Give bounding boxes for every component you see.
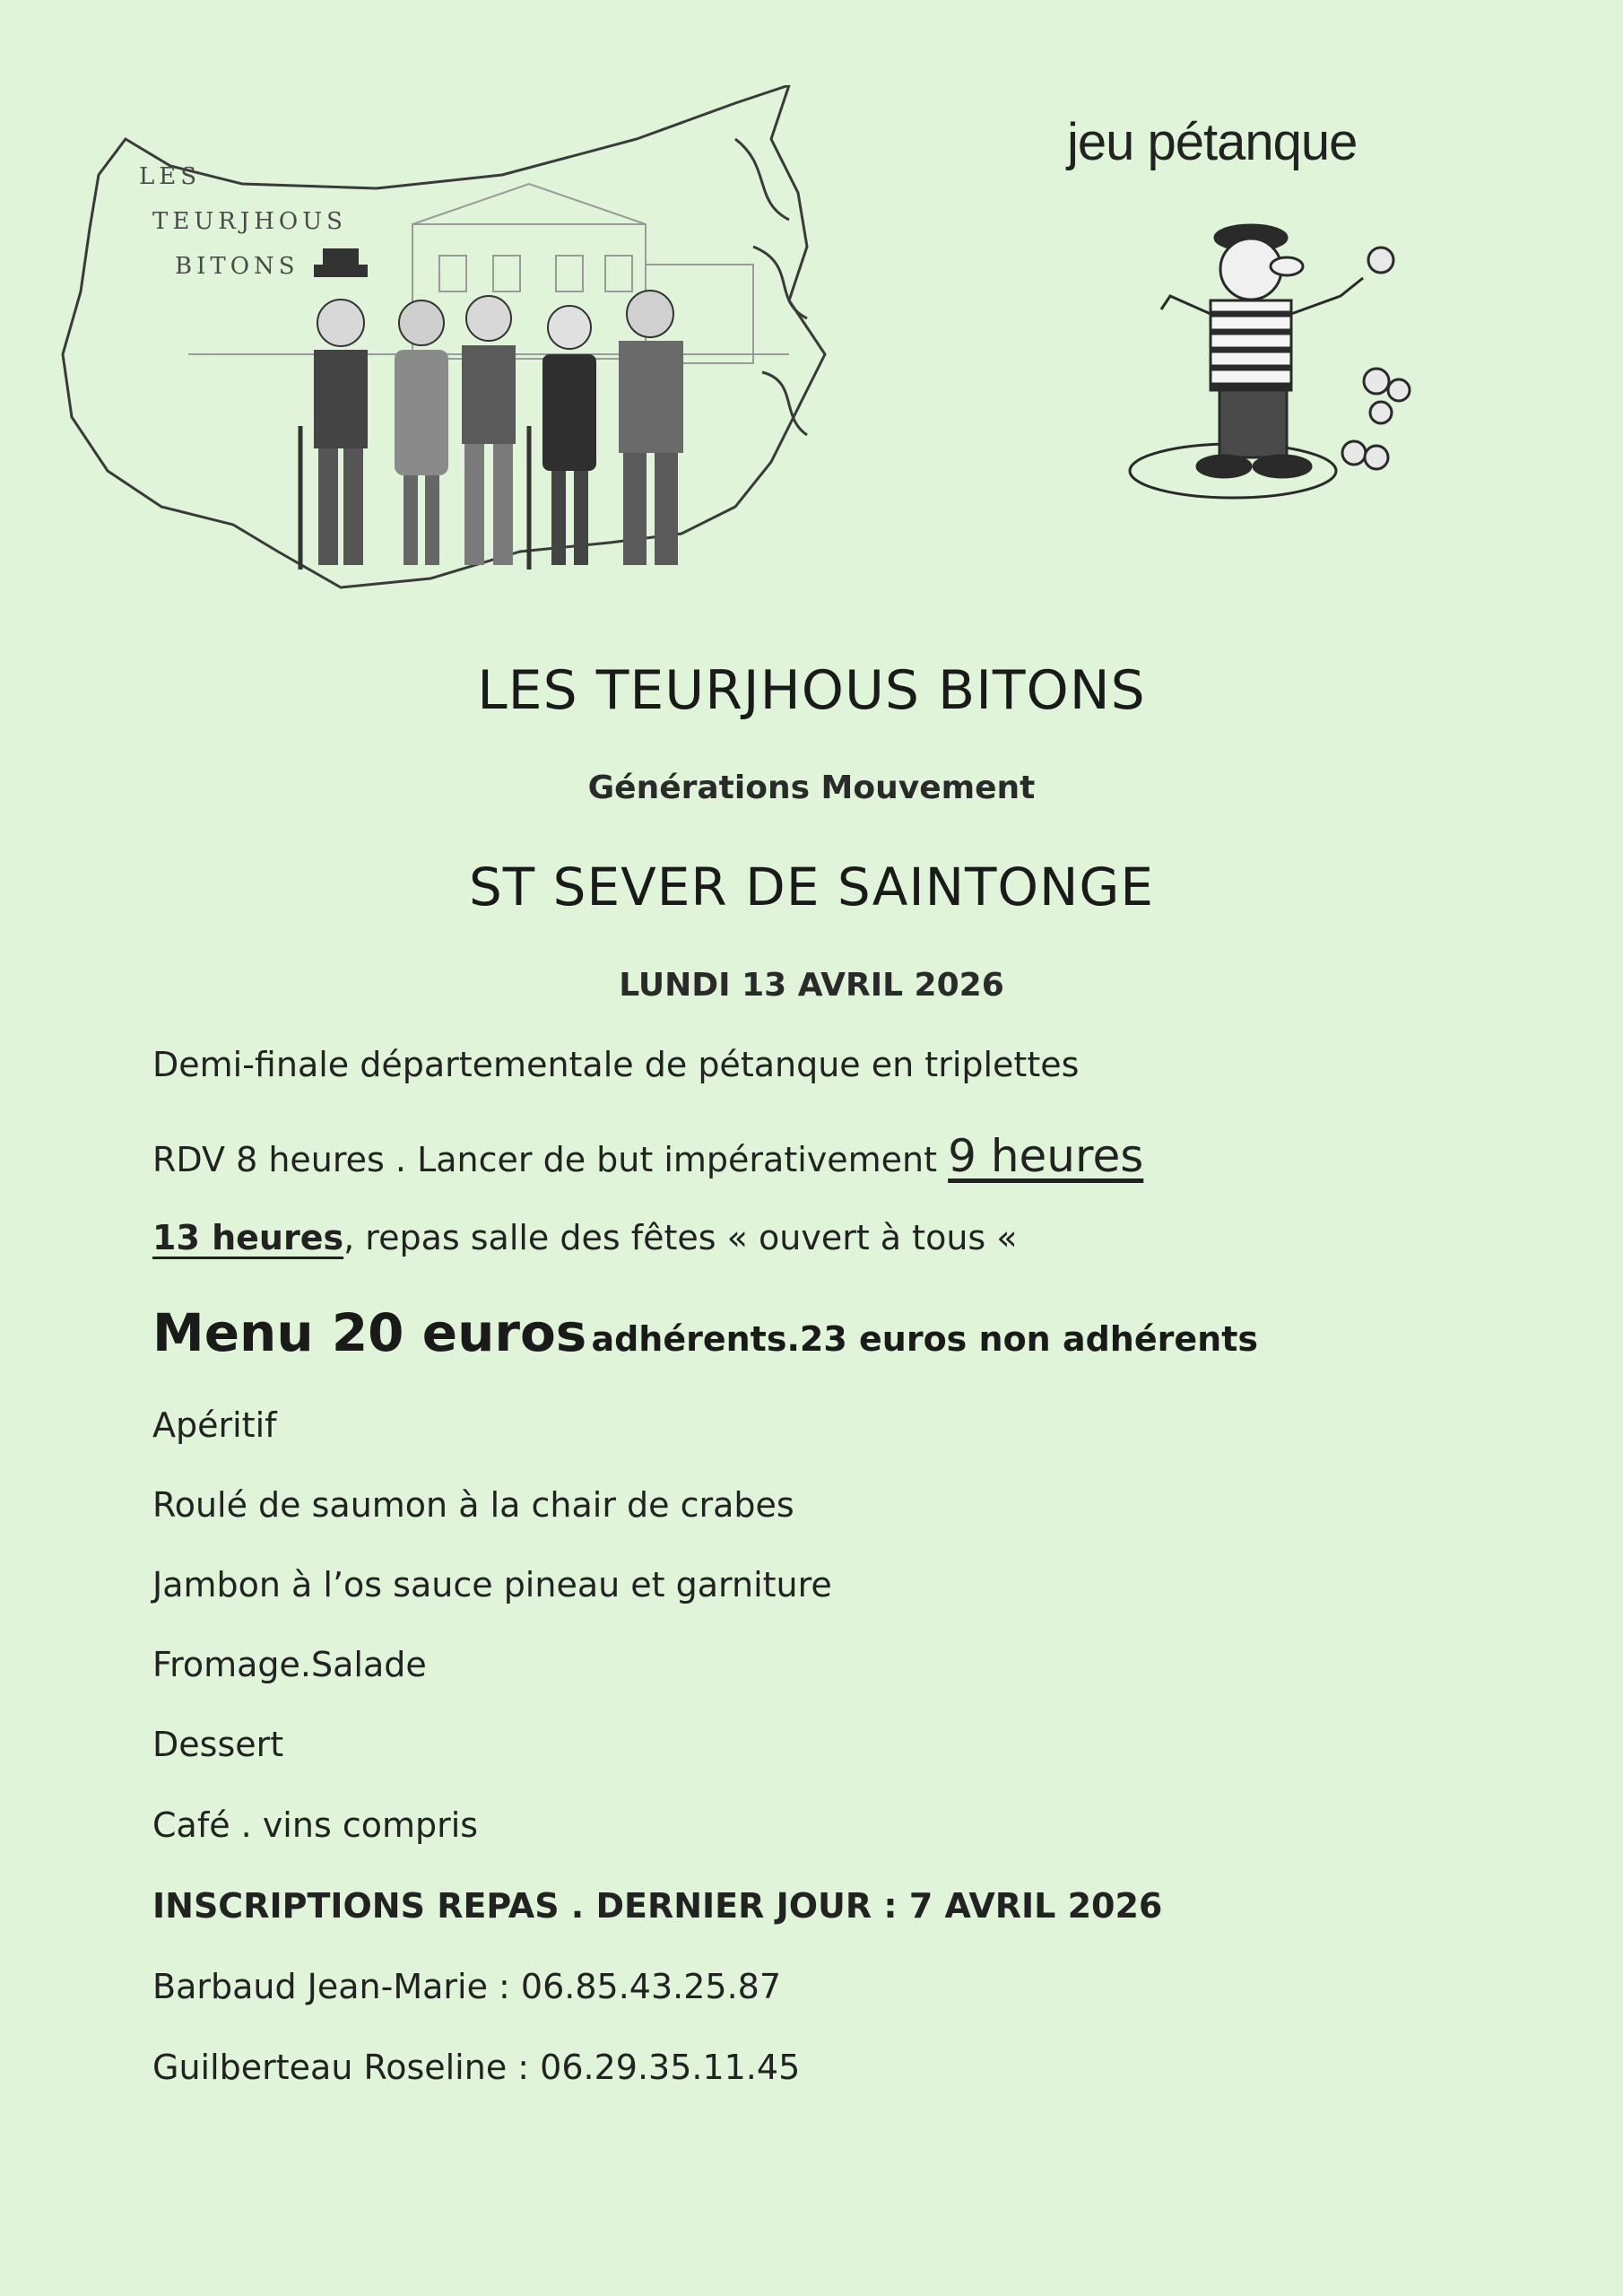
contact-line: Guilberteau Roseline : 06.29.35.11.45	[152, 2048, 801, 2087]
menu-course: Café . vins compris	[152, 1805, 479, 1845]
menu-course: Dessert	[152, 1725, 284, 1764]
logo-text-line-1: LES	[139, 163, 202, 190]
menu-price-rest: adhérents.23 euros non adhérents	[591, 1319, 1258, 1359]
logo-text-line-2: TEURJHOUS	[152, 208, 347, 235]
club-logo-drawing	[54, 85, 861, 614]
registration-deadline: INSCRIPTIONS REPAS . DERNIER JOUR : 7 AVRIL 2026	[152, 1886, 1163, 1926]
petanque-label: jeu pétanque	[1067, 113, 1358, 171]
event-date: LUNDI 13 AVRIL 2026	[619, 967, 1004, 1004]
event-place: ST SEVER DE SAINTONGE	[468, 857, 1155, 918]
menu-course: Fromage.Salade	[152, 1645, 427, 1684]
logo-text-line-3: BITONS	[175, 253, 299, 280]
menu-course: Roulé de saumon à la chair de crabes	[152, 1485, 794, 1525]
rdv-line	[152, 1130, 1143, 1182]
contact-line: Barbaud Jean-Marie : 06.85.43.25.87	[152, 1967, 782, 2006]
menu-course: Apéritif	[152, 1405, 277, 1445]
meal-text: , repas salle des fêtes « ouvert à tous «	[343, 1218, 1018, 1257]
meal-time: 13 heures	[152, 1218, 344, 1257]
meal-line	[152, 1218, 1018, 1257]
petanque-player-drawing	[1125, 211, 1412, 507]
club-logo-illustration	[54, 85, 861, 614]
rdv-time: 9 heures	[948, 1130, 1144, 1182]
menu-course: Jambon à l’os sauce pineau et garniture	[152, 1565, 832, 1605]
petanque-player-illustration	[1125, 211, 1412, 507]
menu-price-line	[152, 1302, 1258, 1363]
event-description: Demi-finale départementale de pétanque en triplettes	[152, 1045, 1080, 1084]
rdv-prefix: RDV 8 heures . Lancer de but impérativement	[152, 1140, 938, 1179]
club-subtitle: Générations Mouvement	[587, 770, 1036, 806]
menu-price-main: Menu 20 euros	[152, 1302, 587, 1363]
club-title: LES TEURJHOUS BITONS	[477, 659, 1146, 722]
